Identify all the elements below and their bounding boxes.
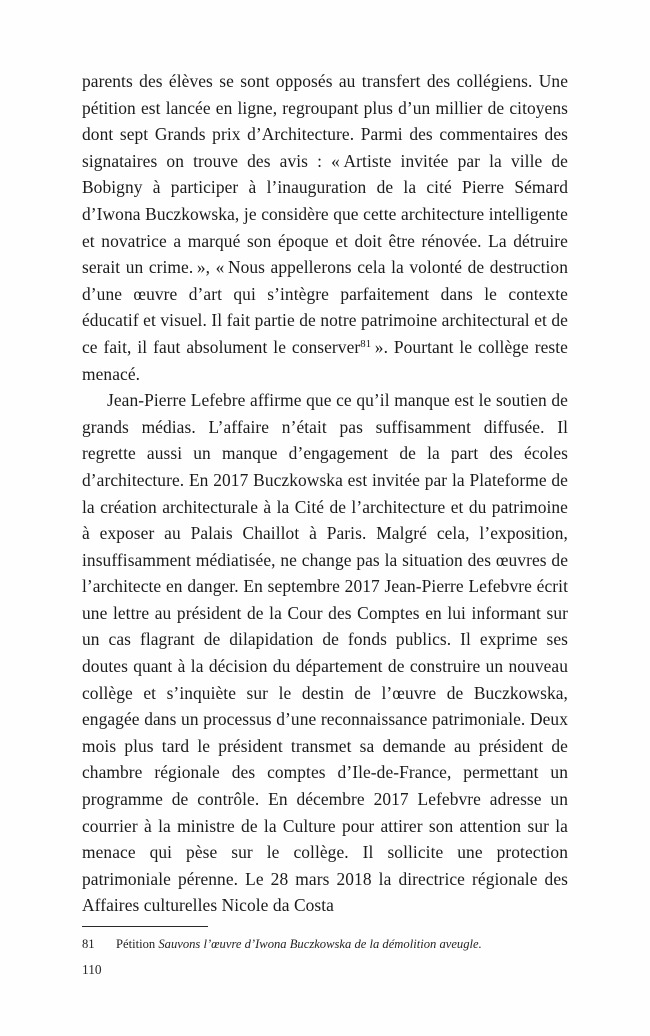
footnote-number: 81 [82, 937, 95, 951]
paragraph-first-text-before-marker: parents des élèves se sont opposés au transfert des collégiens. Une pétition est lancée en ligne, regroupant plus d’un millier de citoyens dont sept Grands prix d’Architecture. Parmi des commentaires des signataires on trouve des avis : « Artiste invitée par la ville de Bobigny à participer à l’inauguration de la cité Pierre Sémard d’Iwona Buczkowska, je considère que cette architecture intelligente et novatrice a marqué son époque et doit être rénovée. La détruire serait un crime. », « Nous appellerons cela la volonté de destruction d’une œuvre d’art qui s’intègre parfaitement dans le contexte éducatif et visuel. Il fait partie de notre patrimoine architectural et de ce fait, il faut absolument le conserver [82, 71, 568, 357]
page-number-folio: 110 [82, 962, 102, 977]
footnote-source-title: Sauvons l’œuvre d’Iwona Buczkowska de la démolition aveugle. [158, 937, 482, 951]
body-text-block [82, 68, 568, 919]
footnote-separator-rule [82, 926, 208, 927]
paragraph-first-text-after-marker: ». Pourtant le collège reste menacé. [82, 336, 568, 384]
footnote-entry [82, 936, 568, 953]
footnote-reference-marker[interactable]: 81 [360, 337, 372, 350]
paragraph-first [82, 68, 568, 387]
paragraph-second: Jean-Pierre Lefebre affirme que ce qu’il manque est le soutien de grands médias. L’affaire n’était pas suffisamment diffusée. Il regrette aussi un manque d’engagement de la part des écoles d’architecture. En 2017 Buczkowska est invitée par la Plateforme de la création architecturale à la Cité de l’architecture et du patrimoine à exposer au Palais Chaillot à Paris. Malgré cela, l’exposition, insuffisamment médiatisée, ne change pas la situation des œuvres de l’architecte en danger. En septembre 2017 Jean-Pierre Lefebvre écrit une lettre au président de la Cour des Comptes en lui informant sur un cas flagrant de dilapidation de fonds publics. Il exprime ses doutes quant à la décision du département de construire un nouveau collège et s’inquiète sur le destin de l’œuvre de Buczkowska, engagée dans un processus d’une reconnaissance patrimoniale. Deux mois plus tard le président transmet sa demande au président de chambre régionale des comptes d’Ile-de-France, permettant un programme de contrôle. En décembre 2017 Lefebvre adresse un courrier à la ministre de la Culture pour attirer son attention sur la menace qui pèse sur le collège. Il sollicite une protection patrimoniale pérenne. Le 28 mars 2018 la directrice régionale des Affaires culturelles Nicole da Costa [82, 390, 568, 916]
footnote-area [82, 926, 568, 953]
footnote-lead-text: Pétition [116, 937, 159, 951]
